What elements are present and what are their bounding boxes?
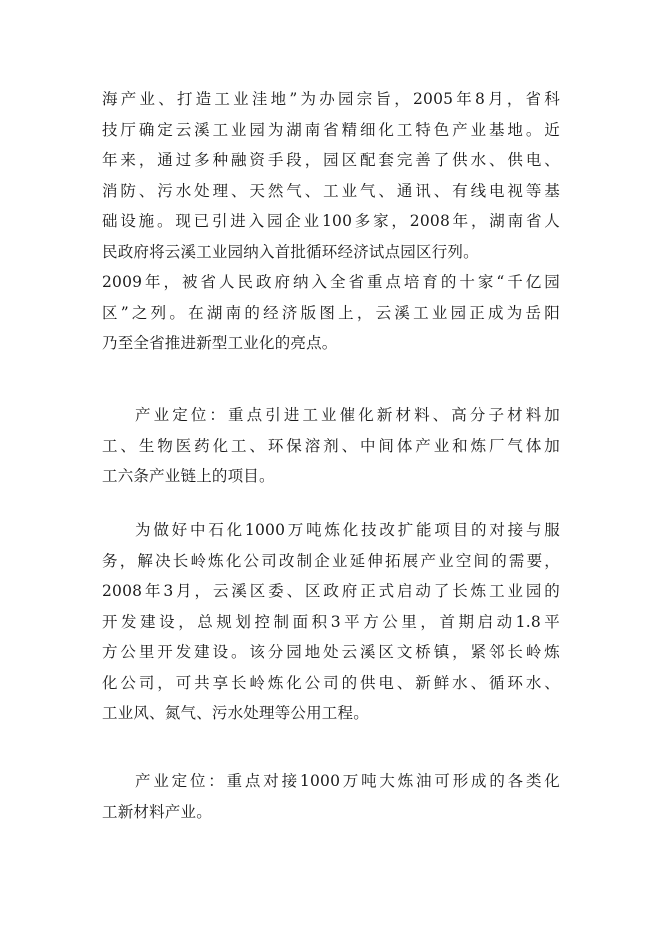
- text-line: 方公里开发建设。该分园地处云溪区文桥镇，紧邻长岭炼: [102, 643, 560, 661]
- text-line: 础设施。现已引进入园企业100多家，2008年，湖南省人: [102, 212, 560, 230]
- text-line: 为做好中石化1000万吨炼化技改扩能项目的对接与服: [135, 521, 560, 539]
- text-line: 民政府将云溪工业园纳入首批循环经济试点园区行列。: [102, 242, 479, 261]
- text-line: 产业定位：重点对接1000万吨大炼油可形成的各类化: [135, 772, 560, 790]
- text-line: 年来，通过多种融资手段，园区配套完善了供水、供电、: [102, 151, 560, 169]
- text-line: 区”之列。在湖南的经济版图上，云溪工业园正成为岳阳: [102, 303, 560, 322]
- text-line: 技厅确定云溪工业园为湖南省精细化工特色产业基地。近: [102, 120, 560, 139]
- text-line: 务，解决长岭炼化公司改制企业延伸拓展产业空间的需要，: [102, 551, 560, 570]
- text-line: 2009年，被省人民政府纳入全省重点培育的十家“千亿园: [102, 273, 560, 291]
- text-line: 开发建设，总规划控制面积3平方公里，首期启动1.8平: [102, 612, 560, 631]
- text-line: 工六条产业链上的项目。: [102, 467, 275, 485]
- text-line: 2008年3月，云溪区委、区政府正式启动了长炼工业园的: [102, 582, 560, 600]
- text-line: 工业风、氮气、污水处理等公用工程。: [102, 704, 369, 722]
- text-line: 乃至全省推进新型工业化的亮点。: [102, 334, 338, 352]
- text-line: 产业定位：重点引进工业催化新材料、高分子材料加: [135, 406, 560, 424]
- paragraph-industry-positioning-1: [102, 400, 560, 492]
- text-line: 工、生物医药化工、环保溶剂、中间体产业和炼厂气体加: [102, 436, 560, 455]
- paragraph-industry-positioning-2: [102, 766, 560, 827]
- paragraph-industrial-park-overview: [102, 84, 560, 359]
- text-line: 化公司，可共享长岭炼化公司的供电、新鲜水、循环水、: [102, 673, 560, 692]
- text-line: 工新材料产业。: [102, 802, 212, 821]
- text-line: 海产业、打造工业洼地”为办园宗旨，2005年8月，省科: [102, 90, 560, 108]
- paragraph-changlian-park: [102, 515, 560, 729]
- text-line: 消防、污水处理、天然气、工业气、通讯、有线电视等基: [102, 181, 560, 200]
